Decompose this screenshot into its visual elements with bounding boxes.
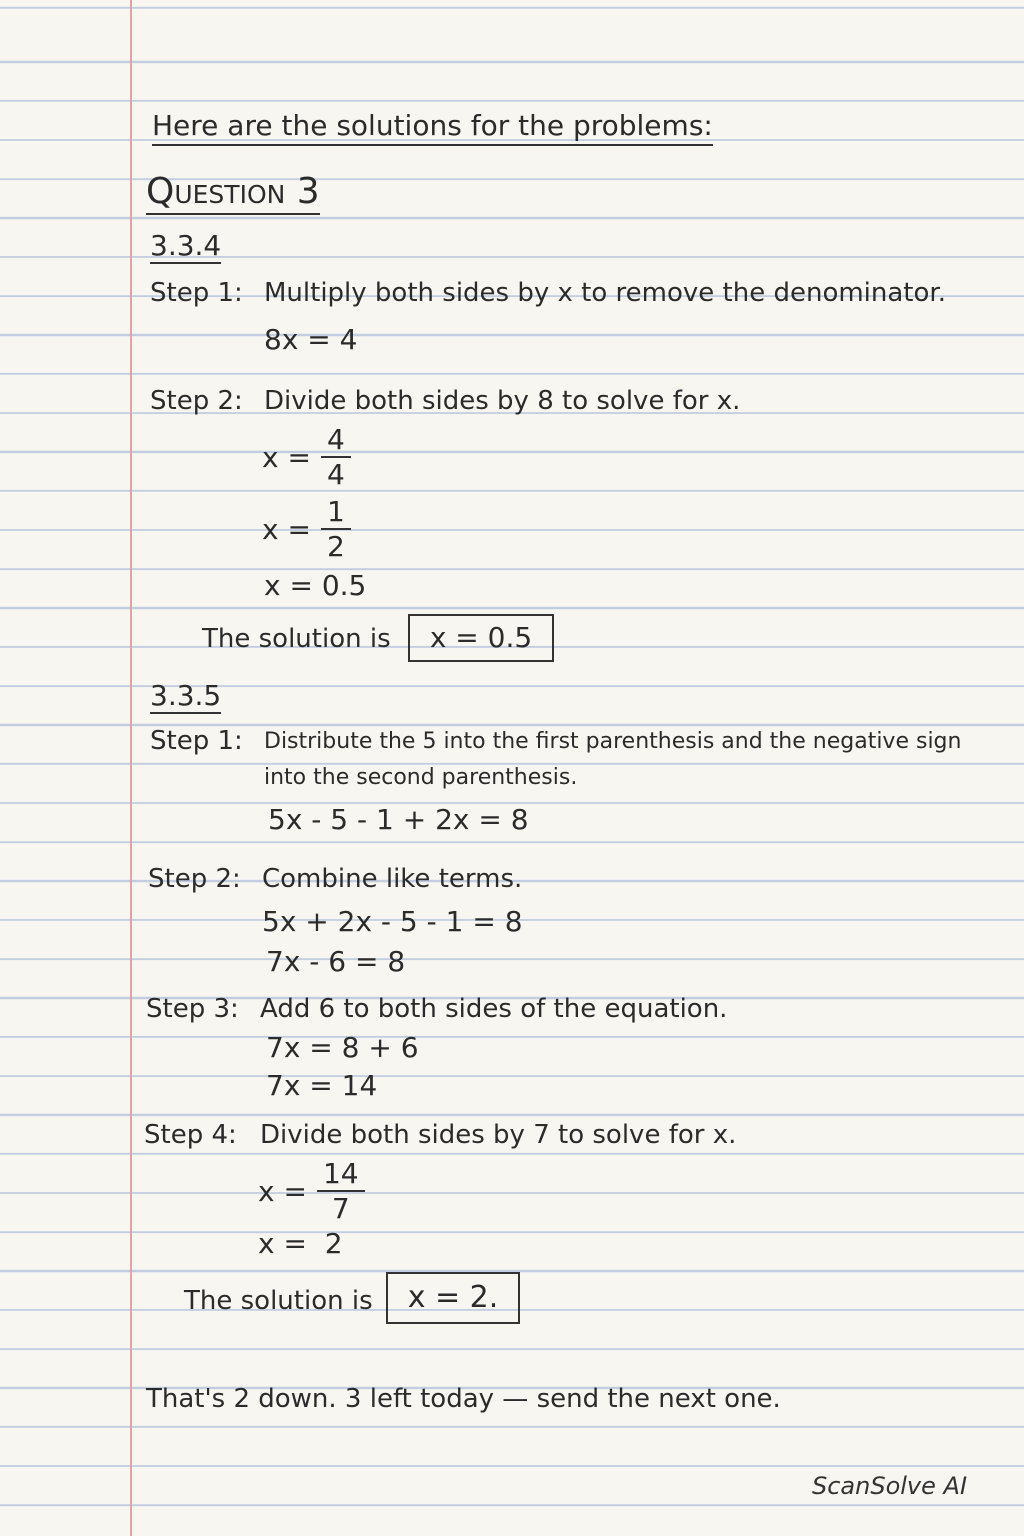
fraction-lhs: x =	[258, 1174, 307, 1208]
part-335-solution-label: The solution is	[184, 1286, 373, 1316]
fraction-lhs: x =	[262, 512, 311, 546]
intro-heading: Here are the solutions for the problems:	[152, 112, 713, 146]
brand-signature: ScanSolve AI	[812, 1472, 968, 1500]
part-335-solution-box	[386, 1272, 520, 1324]
part-335-step3-label: Step 3:	[146, 994, 239, 1024]
part-334-final-equation: x = 0.5	[264, 569, 367, 602]
part-335-heading: 3.3.5	[150, 679, 222, 712]
fraction-denominator: 4	[326, 458, 345, 491]
part-335-step2-text: Combine like terms.	[262, 864, 523, 894]
part-334-solution-label: The solution is	[202, 624, 391, 654]
part-334-fraction-1	[262, 423, 351, 491]
fraction-numerator: 14	[317, 1160, 365, 1192]
part-335-step3-equation-2: 7x = 14	[266, 1069, 378, 1102]
part-335-step2-equation-2: 7x - 6 = 8	[266, 945, 406, 978]
part-335-step1-label: Step 1:	[150, 726, 243, 756]
part-334-step1-label: Step 1:	[150, 278, 243, 308]
margin-line	[130, 0, 132, 1536]
part-335-final-equation: x = 2	[258, 1227, 343, 1260]
part-335-step3-text: Add 6 to both sides of the equation.	[260, 994, 728, 1024]
part-335-step1-text-line2: into the second parenthesis.	[264, 765, 578, 790]
question-title: Question 3	[146, 174, 320, 215]
part-334-step2-text: Divide both sides by 8 to solve for x.	[264, 386, 741, 416]
part-335-step2-label: Step 2:	[148, 864, 241, 894]
fraction-denominator: 2	[326, 530, 345, 563]
part-334-solution-box	[408, 614, 554, 662]
fraction-numerator: 4	[321, 426, 351, 458]
part-334-step1-equation: 8x = 4	[264, 323, 358, 356]
part-334-step1-text: Multiply both sides by x to remove the denominator.	[264, 278, 946, 308]
part-335-fraction	[258, 1157, 365, 1225]
part-334-step2-label: Step 2:	[150, 386, 243, 416]
fraction-numerator: 1	[321, 498, 351, 530]
part-335-step3-equation-1: 7x = 8 + 6	[266, 1031, 419, 1064]
part-334-fraction-2	[262, 495, 351, 563]
closing-message: That's 2 down. 3 left today — send the next one.	[146, 1384, 781, 1414]
part-335-step4-label: Step 4:	[144, 1120, 237, 1150]
part-335-step4-text: Divide both sides by 7 to solve for x.	[260, 1120, 737, 1150]
part-335-step2-equation-1: 5x + 2x - 5 - 1 = 8	[262, 905, 523, 938]
part-335-step1-equation: 5x - 5 - 1 + 2x = 8	[268, 803, 529, 836]
fraction-lhs: x =	[262, 440, 311, 474]
fraction-denominator: 7	[331, 1192, 350, 1225]
part-334-heading: 3.3.4	[150, 229, 222, 262]
part-335-step1-text-line1: Distribute the 5 into the first parenthesis and the negative sign	[264, 729, 962, 754]
part-335-solution-value: x = 2.	[407, 1280, 499, 1315]
part-334-solution-value: x = 0.5	[429, 621, 533, 654]
